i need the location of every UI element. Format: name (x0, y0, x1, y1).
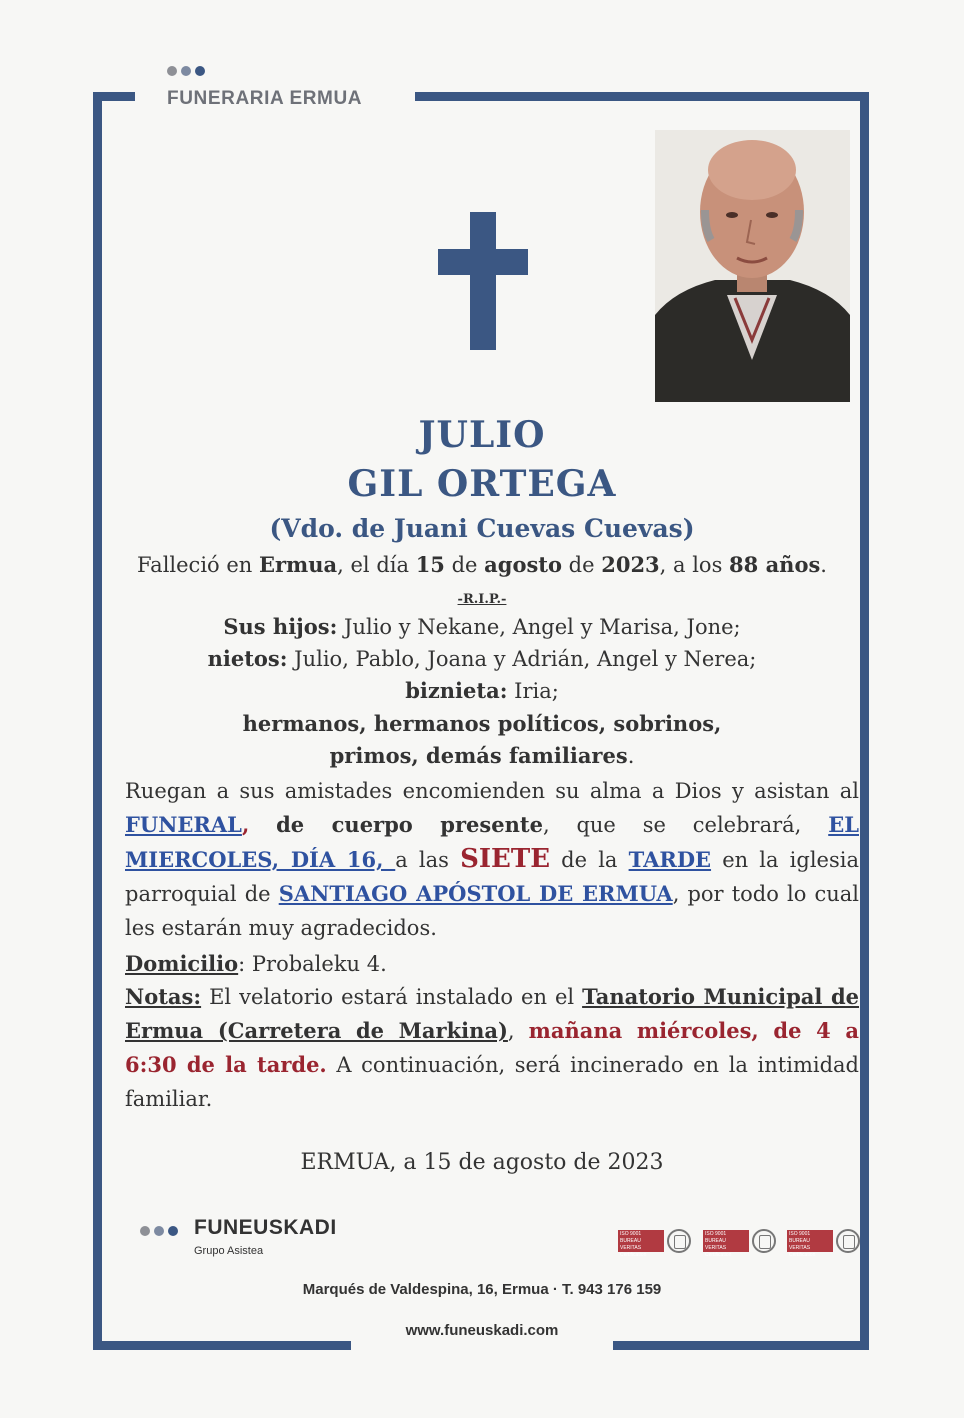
brand-dots-icon (167, 66, 205, 76)
frame-top-right (415, 92, 869, 101)
rip-label: -R.I.P.- (457, 592, 507, 607)
deceased-first-name: JULIO (418, 414, 546, 456)
footer-group: Grupo Asistea (194, 1245, 264, 1257)
funeral-paragraph: Ruegan a sus amistades encomienden su alma a Dios y asistan al FUNERAL, de cuerpo presente, que se celebrará, EL MIERCOLES, DÍA 16, a las SIETE de la TARDE en la iglesia parroquial de SANTIAGO APÓSTOL DE ERMUA, por todo lo cual les estarán muy agradecidos. (125, 779, 860, 940)
seal-icon (752, 1229, 776, 1253)
relatives-line-2: primos, demás familiares. (329, 743, 635, 768)
frame-bottom-right (613, 1341, 869, 1350)
relatives-line-1: hermanos, hermanos políticos, sobrinos, (242, 711, 722, 736)
notes-paragraph: Notas: El velatorio estará instalado en el Tanatorio Municipal de Ermua (Carretera de Markina), mañana miércoles, de 4 a 6:30 de la tarde. A continuación, será incinerado en la intimidad familiar. (125, 984, 860, 1111)
brand-name: FUNERARIA ERMUA (167, 88, 363, 109)
footer-address: Marqués de Valdespina, 16, Ermua · T. 943 176 159 (302, 1281, 662, 1298)
signature-date: ERMUA, a 15 de agosto de 2023 (300, 1150, 664, 1175)
great-grandchild-line: biznieta: Iria; (405, 678, 559, 703)
death-notice: Falleció en Ermua, el día 15 de agosto de 2023, a los 88 años. (137, 552, 827, 577)
certification-badge-2: ISO 9001 BUREAU VERITAS Certification (703, 1226, 779, 1256)
children-line: Sus hijos: Julio y Nekane, Angel y Marisa, Jone; (223, 614, 741, 639)
widow-of: (Vdo. de Juani Cuevas Cuevas) (269, 514, 695, 543)
grandchildren-line: nietos: Julio, Pablo, Joana y Adrián, Angel y Nerea; (207, 646, 757, 671)
certification-badge-1: ISO 9001 BUREAU VERITAS Certification (618, 1226, 694, 1256)
footer-website[interactable]: www.funeuskadi.com (405, 1322, 559, 1339)
funeuskadi-dots-icon (140, 1226, 178, 1236)
seal-icon (667, 1229, 691, 1253)
portrait-photo (655, 130, 850, 402)
certification-badge-3: ISO 9001 BUREAU VERITAS Certification (787, 1226, 863, 1256)
frame-top-left (93, 92, 135, 101)
seal-icon (836, 1229, 860, 1253)
deceased-surnames: GIL ORTEGA (347, 463, 617, 505)
footer-company: FUNEUSKADI (194, 1216, 337, 1239)
home-address: Domicilio: Probaleku 4. (125, 951, 387, 976)
cross-icon (438, 212, 528, 350)
frame-bottom-left (93, 1341, 351, 1350)
